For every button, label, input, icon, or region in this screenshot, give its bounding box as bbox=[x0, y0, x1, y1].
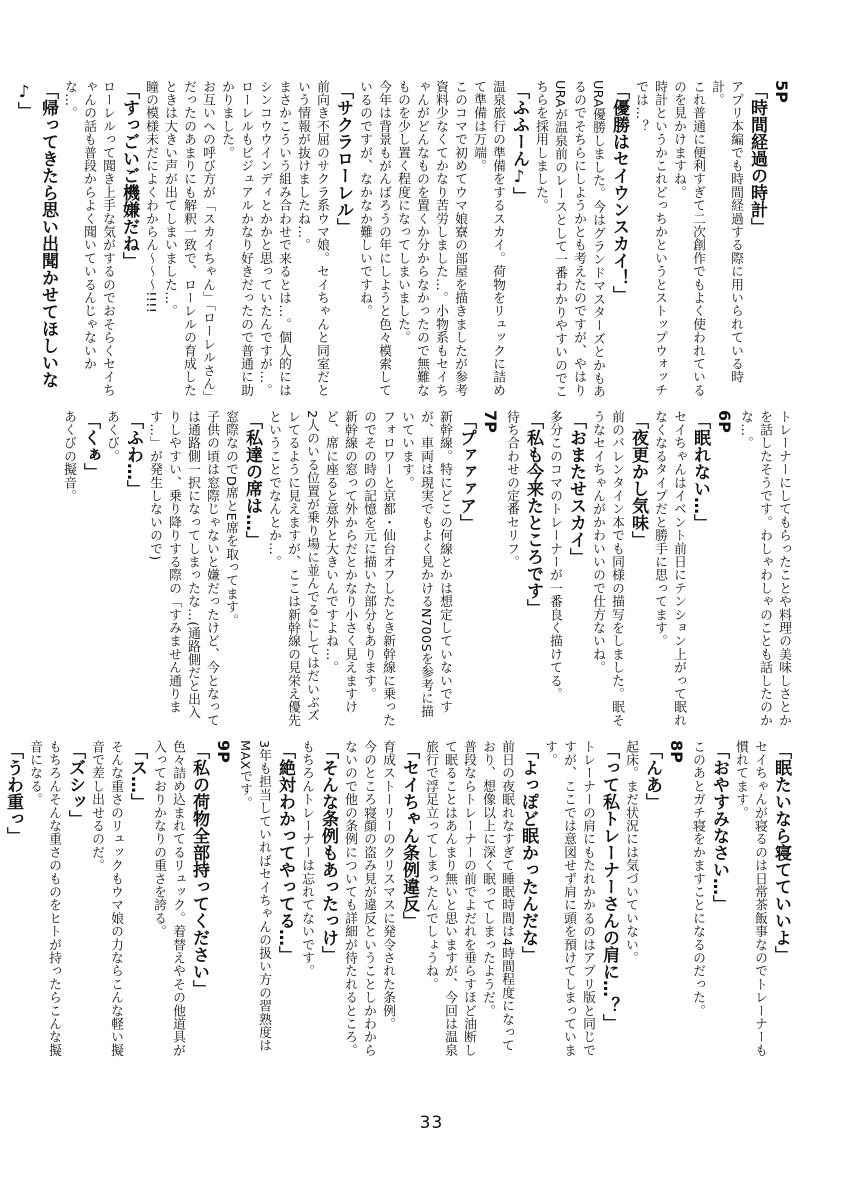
dialogue-heading: 「私達の席は…」 bbox=[242, 412, 262, 548]
dialogue-heading: 「って私トレーナーさんの肩に…？」 bbox=[599, 742, 619, 1031]
commentary-text: もちろんそんな重さのものをヒトが持ったらこんな擬音になる。 bbox=[27, 740, 61, 1057]
dialogue-heading: 「んあ」 bbox=[642, 742, 662, 810]
commentary-text: 窓際なのでD席とE席を取ってます。 bbox=[223, 410, 238, 627]
commentary-tier-3 bbox=[3, 740, 793, 1060]
dialogue-heading: 「すっごいご機嫌だね」 bbox=[119, 82, 139, 269]
dialogue-heading: 「ス…」 bbox=[127, 742, 147, 810]
commentary-text: お互いへの呼び方が「スカイちゃん」「ローレルさん」だったのあまりにも解釈一致で、ローレルの育成したときは大きい声が出てしまいました…。 bbox=[162, 80, 215, 398]
commentary-text: 普段ならトレーナーの前でよだれを垂らすほど油断して眠ることはあんまり無いと思いますが、今回は温泉旅行で浮足立ってしまったんでしょうね。 bbox=[423, 740, 476, 1057]
commentary-text: あくびの擬音。 bbox=[61, 410, 76, 503]
page-marker: 7P bbox=[481, 410, 500, 433]
page-marker: 5P bbox=[772, 80, 791, 103]
commentary-text: 新幹線の窓って外からだとかなり小さく見えますけど、席に座ると意外と大きいんですよね…。 bbox=[323, 410, 357, 714]
commentary-text: 前日の夜眠れなすぎて睡眠時間は4時間程度になっており、想像以上に深く眠ってしまったようだ。 bbox=[480, 740, 514, 1053]
commentary-text: トレーナーにしてもらったことや料理の美味しさとかを話したそうです。わしゃわしゃのことも話したのかな…。 bbox=[738, 410, 791, 727]
dialogue-heading: 「おやすみなさい…」 bbox=[709, 742, 729, 912]
commentary-text: 前のバレンタイン本でも同様の描写をしました。眠そうなセイちゃんがかわいいので仕方ないね。 bbox=[590, 410, 624, 727]
commentary-text: フォロワーと京都・仙台オフしたとき新幹線に乗ったのでその時の記憶を元に描いた部分もあります。 bbox=[361, 410, 395, 727]
commentary-text: 今年は背景もがんばろうの年にしようと色々模索しているのですが、なかなか難しいですね。 bbox=[357, 80, 391, 397]
commentary-text: 待ち合わせの定番セリフ。 bbox=[504, 410, 519, 569]
commentary-text: 起床。まだ状況には気づいていない。 bbox=[623, 740, 638, 965]
commentary-text: 時計というかこれどっちかというとストップウォッチでは…？ bbox=[633, 80, 667, 397]
page-number: 33 bbox=[419, 1113, 444, 1133]
commentary-text: このあとガチ寝をかますことになるのだった。 bbox=[690, 740, 705, 1018]
commentary-text: 色々詰め込まれてるリュック。着替えやその他道具が入っておりかなりの重さを誇る。 bbox=[151, 740, 185, 1057]
commentary-text: セイちゃんはイベント前日にテンション上がって眠れなくなるタイプだと勝手に思ってます。 bbox=[652, 410, 686, 727]
commentary-text: 今のところ寝顔の盗み見が違反ということしかわからないので他の条例についても詳細が待たれるところ。 bbox=[342, 740, 376, 1057]
commentary-tier-2 bbox=[61, 410, 793, 730]
dialogue-heading: 「私も今来たところです」 bbox=[523, 412, 543, 616]
commentary-text: トレーナーの肩にもたれかかるのはアプリ版と同じですが、ここでは意図せず肩に頭を預けてしまっています。 bbox=[542, 740, 595, 1057]
dialogue-heading: 「よっぽど眠かったんだな」 bbox=[518, 742, 538, 963]
commentary-text: あくび。 bbox=[104, 410, 119, 463]
dialogue-heading: 「ふふーん♪」 bbox=[509, 82, 529, 204]
dialogue-heading: 「サクラローレル」 bbox=[333, 82, 353, 235]
page-marker: 8P bbox=[667, 740, 686, 763]
commentary-text: URA優勝しました。今はグランドマスターズとかもあるのでそちらにしようかとも考えたのですが、やはりURAが温泉前のレースとして一番わかりやすいのでこちらを採用しました。 bbox=[533, 80, 605, 399]
dialogue-heading: 「帰ってきたら思い出聞かせてほしいな♪」 bbox=[14, 82, 58, 388]
commentary-text: セイちゃんが寝るのは日常茶飯事なのでトレーナーも慣れてます。 bbox=[733, 740, 767, 1057]
commentary-text: 温泉旅行の準備をするスカイ。荷物をリュックに詰めて準備は万端。 bbox=[471, 80, 505, 397]
commentary-text: 新幹線。特にどこの何線とかは想定していないですが、車両は現実でもよく見かけるN700Sを参考に描いています。 bbox=[399, 410, 452, 719]
commentary-tier-1 bbox=[14, 80, 793, 400]
dialogue-heading: 「ふわ…」 bbox=[123, 412, 143, 497]
commentary-text bbox=[0, 740, 1, 1060]
dialogue-heading: 「優勝はセイウンスカイ！」 bbox=[609, 82, 629, 303]
commentary-text: 2人のいる位置が乗り場に並んでるにしてはだいぶズレてるように見えますが、ここは新幹線の見栄え優先ということでなんとか…。 bbox=[266, 410, 319, 727]
commentary-text: 子供の頃は窓際じゃないと嫌だったけど、今となっては通路側一択になってしまったな…(通路側だと出入りしやすい、乗り降りする際の「すみません通ります…」が発生しないので) bbox=[147, 410, 219, 727]
dialogue-heading: 「夜更かし気味」 bbox=[628, 412, 648, 548]
dialogue-heading: 「私の荷物全部持ってください」 bbox=[189, 742, 209, 997]
commentary-text: 多分このコマのトレーナーが一番良く描けてる。 bbox=[547, 410, 562, 701]
page-marker: 9P bbox=[214, 740, 233, 763]
commentary-text: まさかこういう組み合わせで来るとは…。個人的にはシンコウウインディとかかと思っていたんですが…。ローレルもビジュアルかなり好きだったので普通に助かりました。 bbox=[219, 80, 291, 397]
commentary-text: 育成ストーリーのクリスマスに発令された条例。 bbox=[380, 740, 395, 1031]
dialogue-heading: 「くぁ」 bbox=[80, 412, 100, 480]
commentary-text: アプリ本編でも時間経過する際に用いられている時計。 bbox=[709, 80, 743, 384]
dialogue-heading: 「時間経過の時計」 bbox=[747, 82, 767, 235]
dialogue-heading: 「うわ重っ」 bbox=[3, 742, 23, 844]
dialogue-heading: 「そんな条例もあったっけ」 bbox=[318, 742, 338, 963]
dialogue-heading: 「眠たいなら寝てていいよ」 bbox=[771, 742, 791, 963]
commentary-text: 瞳の模様未だによくわからん〜〜〜!!!! bbox=[143, 80, 158, 314]
dialogue-heading: 「ズシッ」 bbox=[65, 742, 85, 827]
commentary-text: そんな重さのリュックもウマ娘の力ならこんな軽い擬音で差し出せるのだ。 bbox=[89, 740, 123, 1057]
commentary-text: ローレルって聞き上手な気がするのでおそらくセイちゃんの話も普段からよく聞いているんじゃないかな…。 bbox=[62, 80, 115, 397]
commentary-text: もちろんトレーナーは忘れてないです。 bbox=[299, 740, 314, 978]
commentary-text: このコマで初めてウマ娘寮の部屋を描きましたが参考資料少なくてかなり苦労しました…。小物系もセイちゃんがどんなものを置くか分からなかったので無難なものを少し置く程度になってしまいました。 bbox=[395, 80, 467, 397]
commentary-text: 前向き不屈のサクラ系ウマ娘。セイちゃんと同室だという情報が抜けましたね…。 bbox=[295, 80, 329, 397]
dialogue-heading: 「眠れない…」 bbox=[690, 412, 710, 531]
dialogue-heading: 「セイちゃん条例違反」 bbox=[399, 742, 419, 929]
commentary-text: これ普通に便利すぎて二次創作でもよく使われているのを見かけますね。 bbox=[671, 80, 705, 397]
dialogue-heading: 「プァァァア」 bbox=[456, 412, 476, 531]
dialogue-heading: 「絶対わかってやってる…」 bbox=[275, 742, 295, 963]
page-marker: 6P bbox=[715, 410, 734, 433]
dialogue-heading: 「おまたせスカイ」 bbox=[566, 412, 586, 565]
commentary-text: 3年も担当していればセイちゃんの扱い方の習熟度はMAXです。 bbox=[237, 740, 271, 1053]
